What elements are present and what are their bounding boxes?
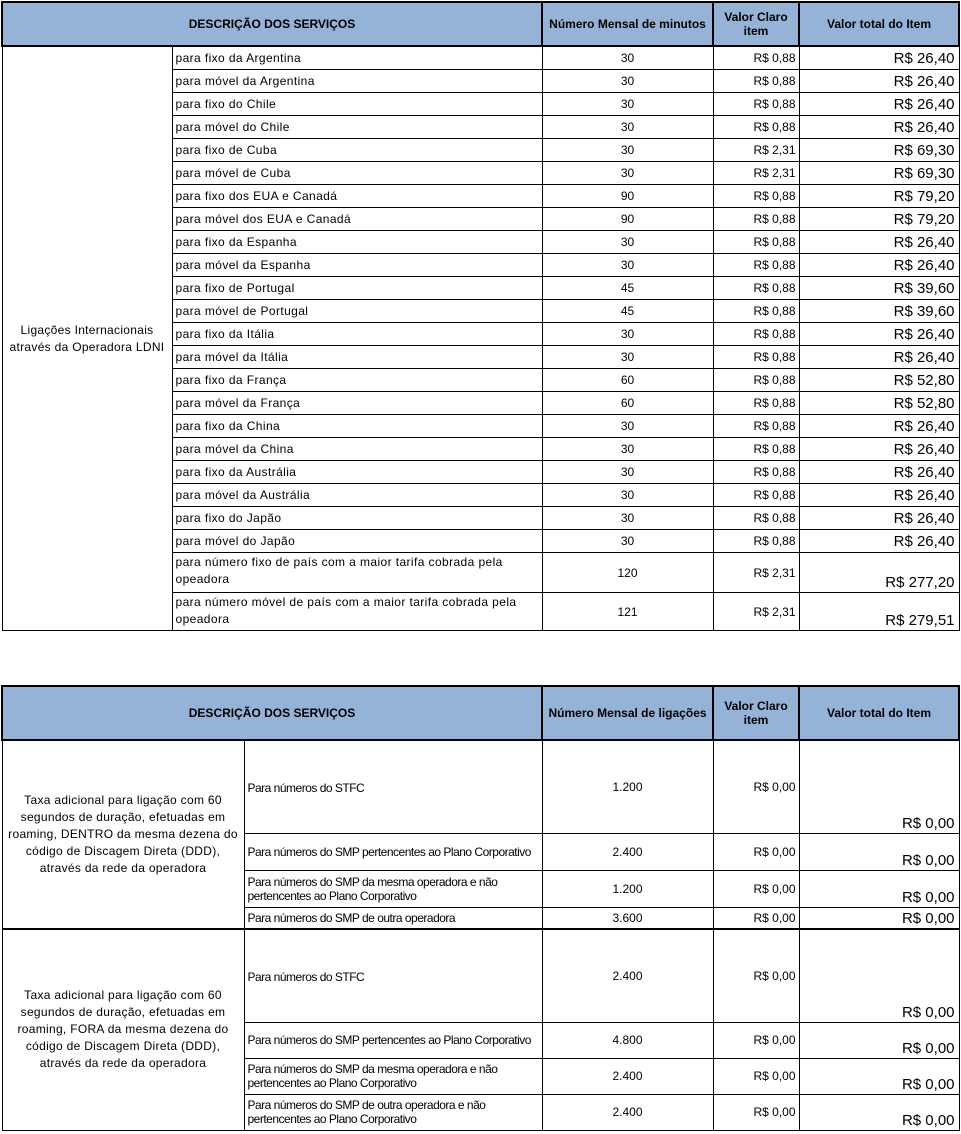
service-cell: Para números do SMP da mesma operadora e não pertencentes ao Plano Corporativo bbox=[244, 1058, 542, 1094]
unit-value-cell: R$ 0,88 bbox=[713, 254, 799, 277]
header-total: Valor total do Item bbox=[799, 2, 959, 46]
header-unit-value: Valor Claro item bbox=[713, 686, 799, 740]
quantity-cell: 90 bbox=[542, 185, 713, 208]
service-cell: para móvel de Cuba bbox=[172, 162, 542, 185]
service-cell: para móvel de Portugal bbox=[172, 300, 542, 323]
unit-value-cell: R$ 0,00 bbox=[713, 907, 799, 929]
service-cell: para móvel da Argentina bbox=[172, 70, 542, 93]
unit-value-cell: R$ 0,00 bbox=[713, 833, 799, 870]
quantity-cell: 30 bbox=[542, 415, 713, 438]
service-cell: Para números do STFC bbox=[244, 740, 542, 833]
total-cell: R$ 69,30 bbox=[799, 162, 959, 185]
quantity-cell: 4.800 bbox=[542, 1022, 713, 1058]
total-cell: R$ 39,60 bbox=[799, 300, 959, 323]
header-unit-value: Valor Claro item bbox=[713, 2, 799, 46]
quantity-cell: 60 bbox=[542, 392, 713, 415]
service-cell: para móvel do Chile bbox=[172, 116, 542, 139]
unit-value-cell: R$ 0,88 bbox=[713, 185, 799, 208]
service-cell: para móvel da China bbox=[172, 438, 542, 461]
quantity-cell: 30 bbox=[542, 507, 713, 530]
header-description: DESCRIÇÃO DOS SERVIÇOS bbox=[2, 2, 542, 46]
header-quantity: Número Mensal de minutos bbox=[542, 2, 713, 46]
total-cell: R$ 26,40 bbox=[799, 116, 959, 139]
service-cell: para número fixo de país com a maior tarifa cobrada pela opeadora bbox=[172, 553, 542, 593]
category-cell: Ligações Internacionais através da Operadora LDNI bbox=[2, 46, 172, 631]
quantity-cell: 30 bbox=[542, 484, 713, 507]
total-cell: R$ 26,40 bbox=[799, 70, 959, 93]
quantity-cell: 45 bbox=[542, 300, 713, 323]
total-cell: R$ 0,00 bbox=[799, 1094, 959, 1130]
total-cell: R$ 26,40 bbox=[799, 323, 959, 346]
unit-value-cell: R$ 0,88 bbox=[713, 507, 799, 530]
total-cell: R$ 0,00 bbox=[799, 833, 959, 870]
total-cell: R$ 52,80 bbox=[799, 392, 959, 415]
total-cell: R$ 26,40 bbox=[799, 438, 959, 461]
unit-value-cell: R$ 0,88 bbox=[713, 46, 799, 70]
total-cell: R$ 26,40 bbox=[799, 346, 959, 369]
total-cell: R$ 52,80 bbox=[799, 369, 959, 392]
table-row bbox=[2, 929, 959, 1022]
quantity-cell: 30 bbox=[542, 162, 713, 185]
total-cell: R$ 0,00 bbox=[799, 1058, 959, 1094]
service-cell: para móvel do Japão bbox=[172, 530, 542, 553]
unit-value-cell: R$ 2,31 bbox=[713, 593, 799, 631]
unit-value-cell: R$ 2,31 bbox=[713, 553, 799, 593]
table-row bbox=[2, 46, 959, 70]
unit-value-cell: R$ 0,00 bbox=[713, 870, 799, 907]
service-cell: para fixo da Espanha bbox=[172, 231, 542, 254]
header-total: Valor total do Item bbox=[799, 686, 959, 740]
total-cell: R$ 0,00 bbox=[799, 929, 959, 1022]
service-cell: para número móvel de país com a maior tarifa cobrada pela opeadora bbox=[172, 593, 542, 631]
quantity-cell: 30 bbox=[542, 116, 713, 139]
total-cell: R$ 26,40 bbox=[799, 507, 959, 530]
total-cell: R$ 26,40 bbox=[799, 231, 959, 254]
unit-value-cell: R$ 2,31 bbox=[713, 139, 799, 162]
unit-value-cell: R$ 0,00 bbox=[713, 1094, 799, 1130]
total-cell: R$ 26,40 bbox=[799, 93, 959, 116]
header-quantity: Número Mensal de ligações bbox=[542, 686, 713, 740]
unit-value-cell: R$ 0,88 bbox=[713, 530, 799, 553]
unit-value-cell: R$ 0,88 bbox=[713, 208, 799, 231]
quantity-cell: 30 bbox=[542, 530, 713, 553]
quantity-cell: 2.400 bbox=[542, 1094, 713, 1130]
total-cell: R$ 279,51 bbox=[799, 593, 959, 631]
unit-value-cell: R$ 0,88 bbox=[713, 277, 799, 300]
international-calls-table bbox=[1, 1, 960, 631]
roaming-surcharge-table bbox=[1, 685, 960, 1131]
total-cell: R$ 26,40 bbox=[799, 415, 959, 438]
quantity-cell: 2.400 bbox=[542, 833, 713, 870]
service-cell: para móvel dos EUA e Canadá bbox=[172, 208, 542, 231]
quantity-cell: 121 bbox=[542, 593, 713, 631]
total-cell: R$ 79,20 bbox=[799, 208, 959, 231]
service-cell: Para números do SMP pertencentes ao Plano Corporativo bbox=[244, 1022, 542, 1058]
unit-value-cell: R$ 0,00 bbox=[713, 1022, 799, 1058]
total-cell: R$ 26,40 bbox=[799, 530, 959, 553]
unit-value-cell: R$ 2,31 bbox=[713, 162, 799, 185]
service-cell: para fixo da China bbox=[172, 415, 542, 438]
unit-value-cell: R$ 0,88 bbox=[713, 415, 799, 438]
total-cell: R$ 26,40 bbox=[799, 461, 959, 484]
quantity-cell: 1.200 bbox=[542, 740, 713, 833]
category-cell: Taxa adicional para ligação com 60 segundos de duração, efetuadas em roaming, FORA da mesma dezena do código de Discagem Direta (DDD), através da rede da operadora bbox=[2, 929, 244, 1130]
total-cell: R$ 0,00 bbox=[799, 740, 959, 833]
total-cell: R$ 39,60 bbox=[799, 277, 959, 300]
quantity-cell: 30 bbox=[542, 323, 713, 346]
service-cell: para fixo de Portugal bbox=[172, 277, 542, 300]
unit-value-cell: R$ 0,88 bbox=[713, 484, 799, 507]
header-description: DESCRIÇÃO DOS SERVIÇOS bbox=[2, 686, 542, 740]
table-row bbox=[2, 740, 959, 833]
total-cell: R$ 69,30 bbox=[799, 139, 959, 162]
service-cell: Para números do SMP pertencentes ao Plano Corporativo bbox=[244, 833, 542, 870]
service-cell: Para números do SMP de outra operadora bbox=[244, 907, 542, 929]
unit-value-cell: R$ 0,00 bbox=[713, 1058, 799, 1094]
unit-value-cell: R$ 0,88 bbox=[713, 438, 799, 461]
unit-value-cell: R$ 0,88 bbox=[713, 323, 799, 346]
total-cell: R$ 0,00 bbox=[799, 870, 959, 907]
unit-value-cell: R$ 0,88 bbox=[713, 392, 799, 415]
table-header-row bbox=[2, 686, 959, 740]
unit-value-cell: R$ 0,88 bbox=[713, 70, 799, 93]
quantity-cell: 30 bbox=[542, 346, 713, 369]
service-cell: Para números do STFC bbox=[244, 929, 542, 1022]
quantity-cell: 45 bbox=[542, 277, 713, 300]
quantity-cell: 60 bbox=[542, 369, 713, 392]
quantity-cell: 30 bbox=[542, 254, 713, 277]
service-cell: Para números do SMP da mesma operadora e não pertencentes ao Plano Corporativo bbox=[244, 870, 542, 907]
quantity-cell: 30 bbox=[542, 46, 713, 70]
service-cell: para fixo de Cuba bbox=[172, 139, 542, 162]
total-cell: R$ 277,20 bbox=[799, 553, 959, 593]
total-cell: R$ 0,00 bbox=[799, 1022, 959, 1058]
total-cell: R$ 26,40 bbox=[799, 254, 959, 277]
service-cell: para móvel da Espanha bbox=[172, 254, 542, 277]
quantity-cell: 3.600 bbox=[542, 907, 713, 929]
total-cell: R$ 79,20 bbox=[799, 185, 959, 208]
service-cell: Para números do SMP de outra operadora e não pertencentes ao Plano Corporativo bbox=[244, 1094, 542, 1130]
unit-value-cell: R$ 0,00 bbox=[713, 929, 799, 1022]
unit-value-cell: R$ 0,88 bbox=[713, 93, 799, 116]
total-cell: R$ 26,40 bbox=[799, 484, 959, 507]
service-cell: para fixo do Chile bbox=[172, 93, 542, 116]
quantity-cell: 30 bbox=[542, 438, 713, 461]
quantity-cell: 2.400 bbox=[542, 929, 713, 1022]
quantity-cell: 30 bbox=[542, 139, 713, 162]
service-cell: para fixo da Austrália bbox=[172, 461, 542, 484]
quantity-cell: 30 bbox=[542, 70, 713, 93]
category-cell: Taxa adicional para ligação com 60 segundos de duração, efetuadas em roaming, DENTRO da mesma dezena do código de Discagem Direta (DDD), através da rede da operadora bbox=[2, 740, 244, 929]
unit-value-cell: R$ 0,88 bbox=[713, 116, 799, 139]
quantity-cell: 30 bbox=[542, 461, 713, 484]
unit-value-cell: R$ 0,00 bbox=[713, 740, 799, 833]
total-cell: R$ 0,00 bbox=[799, 907, 959, 929]
quantity-cell: 90 bbox=[542, 208, 713, 231]
unit-value-cell: R$ 0,88 bbox=[713, 369, 799, 392]
service-cell: para fixo da França bbox=[172, 369, 542, 392]
quantity-cell: 30 bbox=[542, 93, 713, 116]
quantity-cell: 2.400 bbox=[542, 1058, 713, 1094]
service-cell: para fixo do Japão bbox=[172, 507, 542, 530]
service-cell: para fixo da Argentina bbox=[172, 46, 542, 70]
service-cell: para fixo dos EUA e Canadá bbox=[172, 185, 542, 208]
service-cell: para móvel da Austrália bbox=[172, 484, 542, 507]
unit-value-cell: R$ 0,88 bbox=[713, 461, 799, 484]
unit-value-cell: R$ 0,88 bbox=[713, 300, 799, 323]
table-header-row bbox=[2, 2, 959, 46]
total-cell: R$ 26,40 bbox=[799, 46, 959, 70]
service-cell: para móvel da França bbox=[172, 392, 542, 415]
quantity-cell: 120 bbox=[542, 553, 713, 593]
unit-value-cell: R$ 0,88 bbox=[713, 231, 799, 254]
service-cell: para móvel da Itália bbox=[172, 346, 542, 369]
service-cell: para fixo da Itália bbox=[172, 323, 542, 346]
quantity-cell: 30 bbox=[542, 231, 713, 254]
quantity-cell: 1.200 bbox=[542, 870, 713, 907]
unit-value-cell: R$ 0,88 bbox=[713, 346, 799, 369]
